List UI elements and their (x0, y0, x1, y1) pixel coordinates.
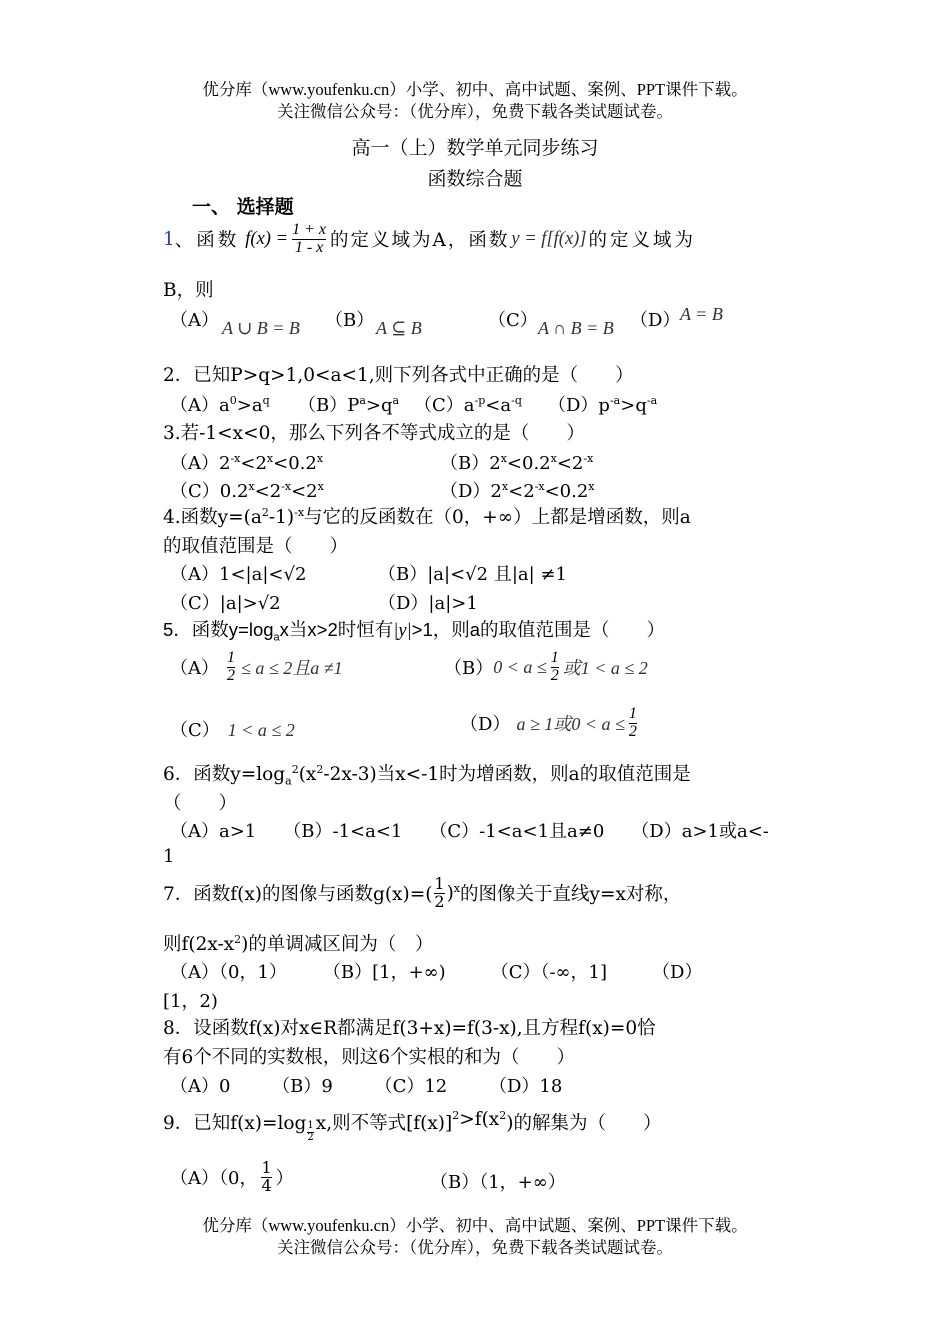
q8-options: （A）0 （B）9 （C）12 （D）18 (170, 1076, 563, 1097)
q5-option-d: （D） a ≥ 1或0 < a ≤ $\frac{1}{2}$ (460, 705, 637, 740)
q3-option-b: $(B)2^x<0.2^x<2^{-x}$ (440, 452, 594, 474)
q7-line-4: [1，2) (163, 991, 218, 1012)
q3-option-d: $(D)2^x<2^{-x}<0.2^x$ (440, 480, 595, 502)
q1-f-lhs: f(x) = (245, 228, 289, 249)
q9-option-b: （B）（1，+∞） (430, 1172, 566, 1193)
q3-option-c: $(C)0.2^x<2^{-x}<2^x$ (170, 480, 324, 502)
header-line-2: 关注微信公众号：（优分库），免费下载各类试题试卷。 (277, 102, 673, 121)
q8-line-2: 有6个不同的实数根，则这6个实根的和为（ ） (163, 1047, 576, 1068)
q4-option-b: （B）|a|<√2 且|a| ≠1 (378, 564, 567, 585)
q2-option-d: $(D)p^{-a}>q^{-a}$ (548, 394, 658, 416)
q6-line-2: （ ） (163, 793, 238, 814)
header-line-1: 优分库（www.youfenku.cn）小学、初中、高中试题、案例、PPT课件下载。 (202, 80, 748, 99)
q4-option-d: （D）|a|>1 (378, 593, 478, 614)
q9-line-1: 9．已知f(x)=log $\frac{1}{2}$ x,则不等式[f(x)] $^2$ >f(x $^2$ )的解集为（ ） (163, 1109, 662, 1143)
page-title: 高一（上）数学单元同步练习 (351, 137, 599, 159)
q4-option-a: （A）1<|a|<√2 (170, 564, 307, 585)
q1-option-b-label: （B） (325, 310, 375, 331)
q8-line-1: 8．设函数f(x)对x∈R都满足f(3+x)=f(3-x),且方程f(x)=0恰 (163, 1018, 656, 1039)
q1-option-c-label: （C） (488, 310, 538, 331)
q1-text-2: 的定义域为A，函数 (329, 230, 510, 252)
q9-option-a: （A）（0， $\frac{1}{4}$ ） (170, 1158, 294, 1195)
q4-line-1: 4.函数$y=(a^2-1)^{-x}$与它的反函数在（0，+∞）上都是增函数，则a (163, 505, 691, 528)
q1-denominator: 1 - x (292, 239, 326, 257)
q1-text-3: 的定义域为 (588, 230, 697, 252)
q5-stem: 5．函数$y=\log_ax$当x>2时恒有|y|>1，则a的取值范围是（ ） (163, 619, 666, 644)
q7-line-1: 7．函数f(x)的图像与函数g(x)=( $\frac{1}{2}$ ) $^x$ 的图像关于直线y=x对称， (163, 874, 682, 911)
question-number: 1 (163, 228, 175, 250)
section-heading: 一、 选择题 (192, 196, 294, 218)
q7-options: （A）（0，1） （B）[1，+∞) （C）（-∞，1] （D） (170, 962, 703, 983)
q6-options: （A）a>1 （B）-1<a<1 （C）-1<a<1且a≠0 （D）a>1或a<- (170, 821, 769, 842)
q4-option-c: （C）|a|>√2 (170, 593, 281, 614)
q5-option-c: （C） 1 < a ≤ 2 (170, 720, 295, 741)
q2-option-c: $(C)a^{-p}<a^{-q}$ (414, 394, 522, 416)
q1-option-d: A = B (680, 304, 723, 324)
footer-line-1: 优分库（www.youfenku.cn）小学、初中、高中试题、案例、PPT课件下载。 (202, 1216, 748, 1235)
q3-stem: 3.若-1<x<0，那么下列各不等式成立的是（ ） (163, 423, 585, 444)
q1-option-b: A ⊆ B (376, 318, 422, 338)
q1-option-c: A ∩ B = B (538, 318, 614, 338)
q7-line-2: 则$f(2x-x^2)$的单调减区间为（ ） (163, 932, 434, 955)
q2-option-a: $(A)a^0>a^q$ (170, 394, 270, 416)
q6-line-1: 6．函数$y=\log_a^2(x^2-2x-3)$当x<-1时为增函数，则a的取值范围是 (163, 762, 691, 788)
q6-line-4: 1 (163, 846, 175, 867)
footer-line-2: 关注微信公众号：（优分库），免费下载各类试题试卷。 (277, 1238, 673, 1257)
q1-text-1: 、函数 (174, 230, 240, 252)
q1-g-expr: y = f[f(x)] (511, 228, 587, 249)
q2-stem: 2．已知P>q>1,0<a<1,则下列各式中正确的是（ ） (163, 365, 634, 386)
q5-option-b: （B） 0 < a ≤ $\frac{1}{2}$ 或1 < a ≤ 2 (444, 649, 648, 684)
q2-option-b: $(B)P^a>q^a$ (298, 394, 400, 416)
q1-fraction (292, 222, 326, 257)
q1-option-d-label: （D） (630, 310, 681, 331)
question-1 (163, 222, 793, 257)
q5-option-a: （A） $\frac{1}{2}$ ≤ a ≤ 2且a ≠1 (170, 649, 343, 684)
q1-option-a-label: （A） (170, 310, 219, 331)
q3-option-a: $(A)2^{-x}<2^x<0.2^x$ (170, 452, 324, 474)
page-subtitle: 函数综合题 (427, 168, 523, 190)
q4-line-2: 的取值范围是（ ） (163, 536, 349, 557)
q1-option-a: A ∪ B = B (222, 318, 300, 338)
q1-line-2: B，则 (163, 280, 214, 301)
q1-numerator: 1 + x (292, 221, 326, 238)
